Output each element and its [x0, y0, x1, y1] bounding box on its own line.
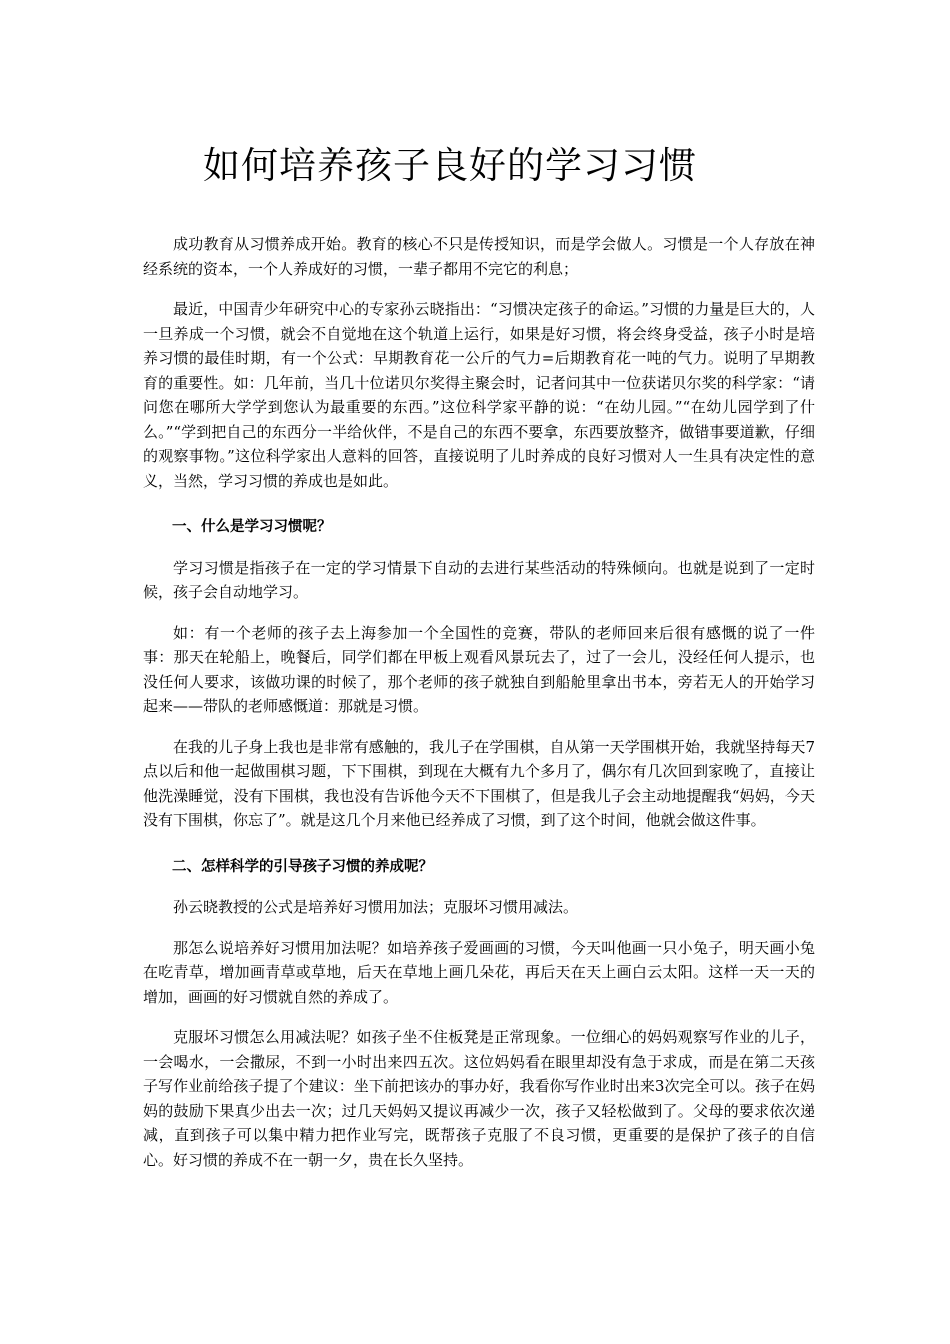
paragraph-go-game-example: 在我的儿子身上我也是非常有感触的，我儿子在学围棋，自从第一天学围棋开始，我就坚持每天7点以后和他一起做围棋习题，下下围棋，到现在大概有九个多月了，偶尔有几次回到家晚了，直接让他洗澡睡觉，没有下围棋，我也没有告诉他今天不下围棋了，但是我儿子会主动地提醒我“妈妈，今天没有下围棋，你忘了”。就是这几个月来他已经养成了习惯，到了这个时间，他就会做这件事。: [143, 737, 815, 829]
document-page: [143, 140, 815, 1188]
paragraph-definition: 学习习惯是指孩子在一定的学习情景下自动的去进行某些活动的特殊倾向。也就是说到了一定时候，孩子会自动地学习。: [143, 558, 815, 601]
paragraph-ship-example: 如：有一个老师的孩子去上海参加一个全国性的竞赛，带队的老师回来后很有感慨的说了一件事：那天在轮船上，晚餐后，同学们都在甲板上观看风景玩去了，过了一会儿，没经任何人提示，也没任何人要求，该做功课的时候了，那个老师的孩子就独自到船舱里拿出书本，旁若无人的开始学习起来——带队的老师感慨道：那就是习惯。: [143, 623, 815, 715]
section-heading-how-to-guide: 二、怎样科学的引导孩子习惯的养成呢？: [172, 857, 433, 875]
section-heading-what-is-habit: 一、什么是学习习惯呢？: [172, 518, 332, 535]
paragraph-sun-yunxiao-quote: 最近，中国青少年研究中心的专家孙云晓指出：“习惯决定孩子的命运。”习惯的力量是巨大的，人一旦养成一个习惯，就会不自觉地在这个轨道上运行，如果是好习惯，将会终身受益，孩子小时是培养习惯的最佳时期，有一个公式：早期教育花一公斤的气力=后期教育花一吨的气力。说明了早期教育的重要性。如：几年前，当几十位诺贝尔奖得主聚会时，记者问其中一位获诺贝尔奖的科学家：“请问您在哪所大学学到您认为最重要的东西。”这位科学家平静的说：“在幼儿园。”“在幼儿园学到了什么。”“学到把自己的东西分一半给伙伴，不是自己的东西不要拿，东西要放整齐，做错事要道歉，仔细的观察事物。”这位科学家出人意料的回答，直接说明了儿时养成的良好习惯对人一生具有决定性的意义，当然，学习习惯的养成也是如此。: [143, 300, 815, 490]
paragraph-formula: 孙云晓教授的公式是培养好习惯用加法；克服坏习惯用减法。: [173, 898, 579, 916]
paragraph-addition-method: 那怎么说培养好习惯用加法呢？如培养孩子爱画画的习惯，今天叫他画一只小兔子，明天画小兔在吃青草，增加画青草或草地，后天在草地上画几朵花，再后天在天上画白云太阳。这样一天一天的增加，画画的好习惯就自然的养成了。: [143, 938, 815, 1006]
paragraph-intro: 成功教育从习惯养成开始。教育的核心不只是传授知识，而是学会做人。习惯是一个人存放在神经系统的资本，一个人养成好的习惯，一辈子都用不完它的利息；: [143, 235, 815, 278]
paragraph-subtraction-method: 克服坏习惯怎么用减法呢？如孩子坐不住板凳是正常现象。一位细心的妈妈观察写作业的儿子，一会喝水，一会撒尿，不到一小时出来四五次。这位妈妈看在眼里却没有急于求成，而是在第二天孩子写作业前给孩子提了个建议：坐下前把该办的事办好，我看你写作业时出来3次完全可以。孩子在妈妈的鼓励下果真少出去一次；过几天妈妈又提议再减少一次，孩子又轻松做到了。父母的要求依次递减，直到孩子可以集中精力把作业写完，既帮孩子克服了不良习惯，更重要的是保护了孩子的自信心。好习惯的养成不在一朝一夕，贵在长久坚持。: [143, 1028, 815, 1169]
document-title: 如何培养孩子良好的学习习惯: [203, 144, 697, 187]
